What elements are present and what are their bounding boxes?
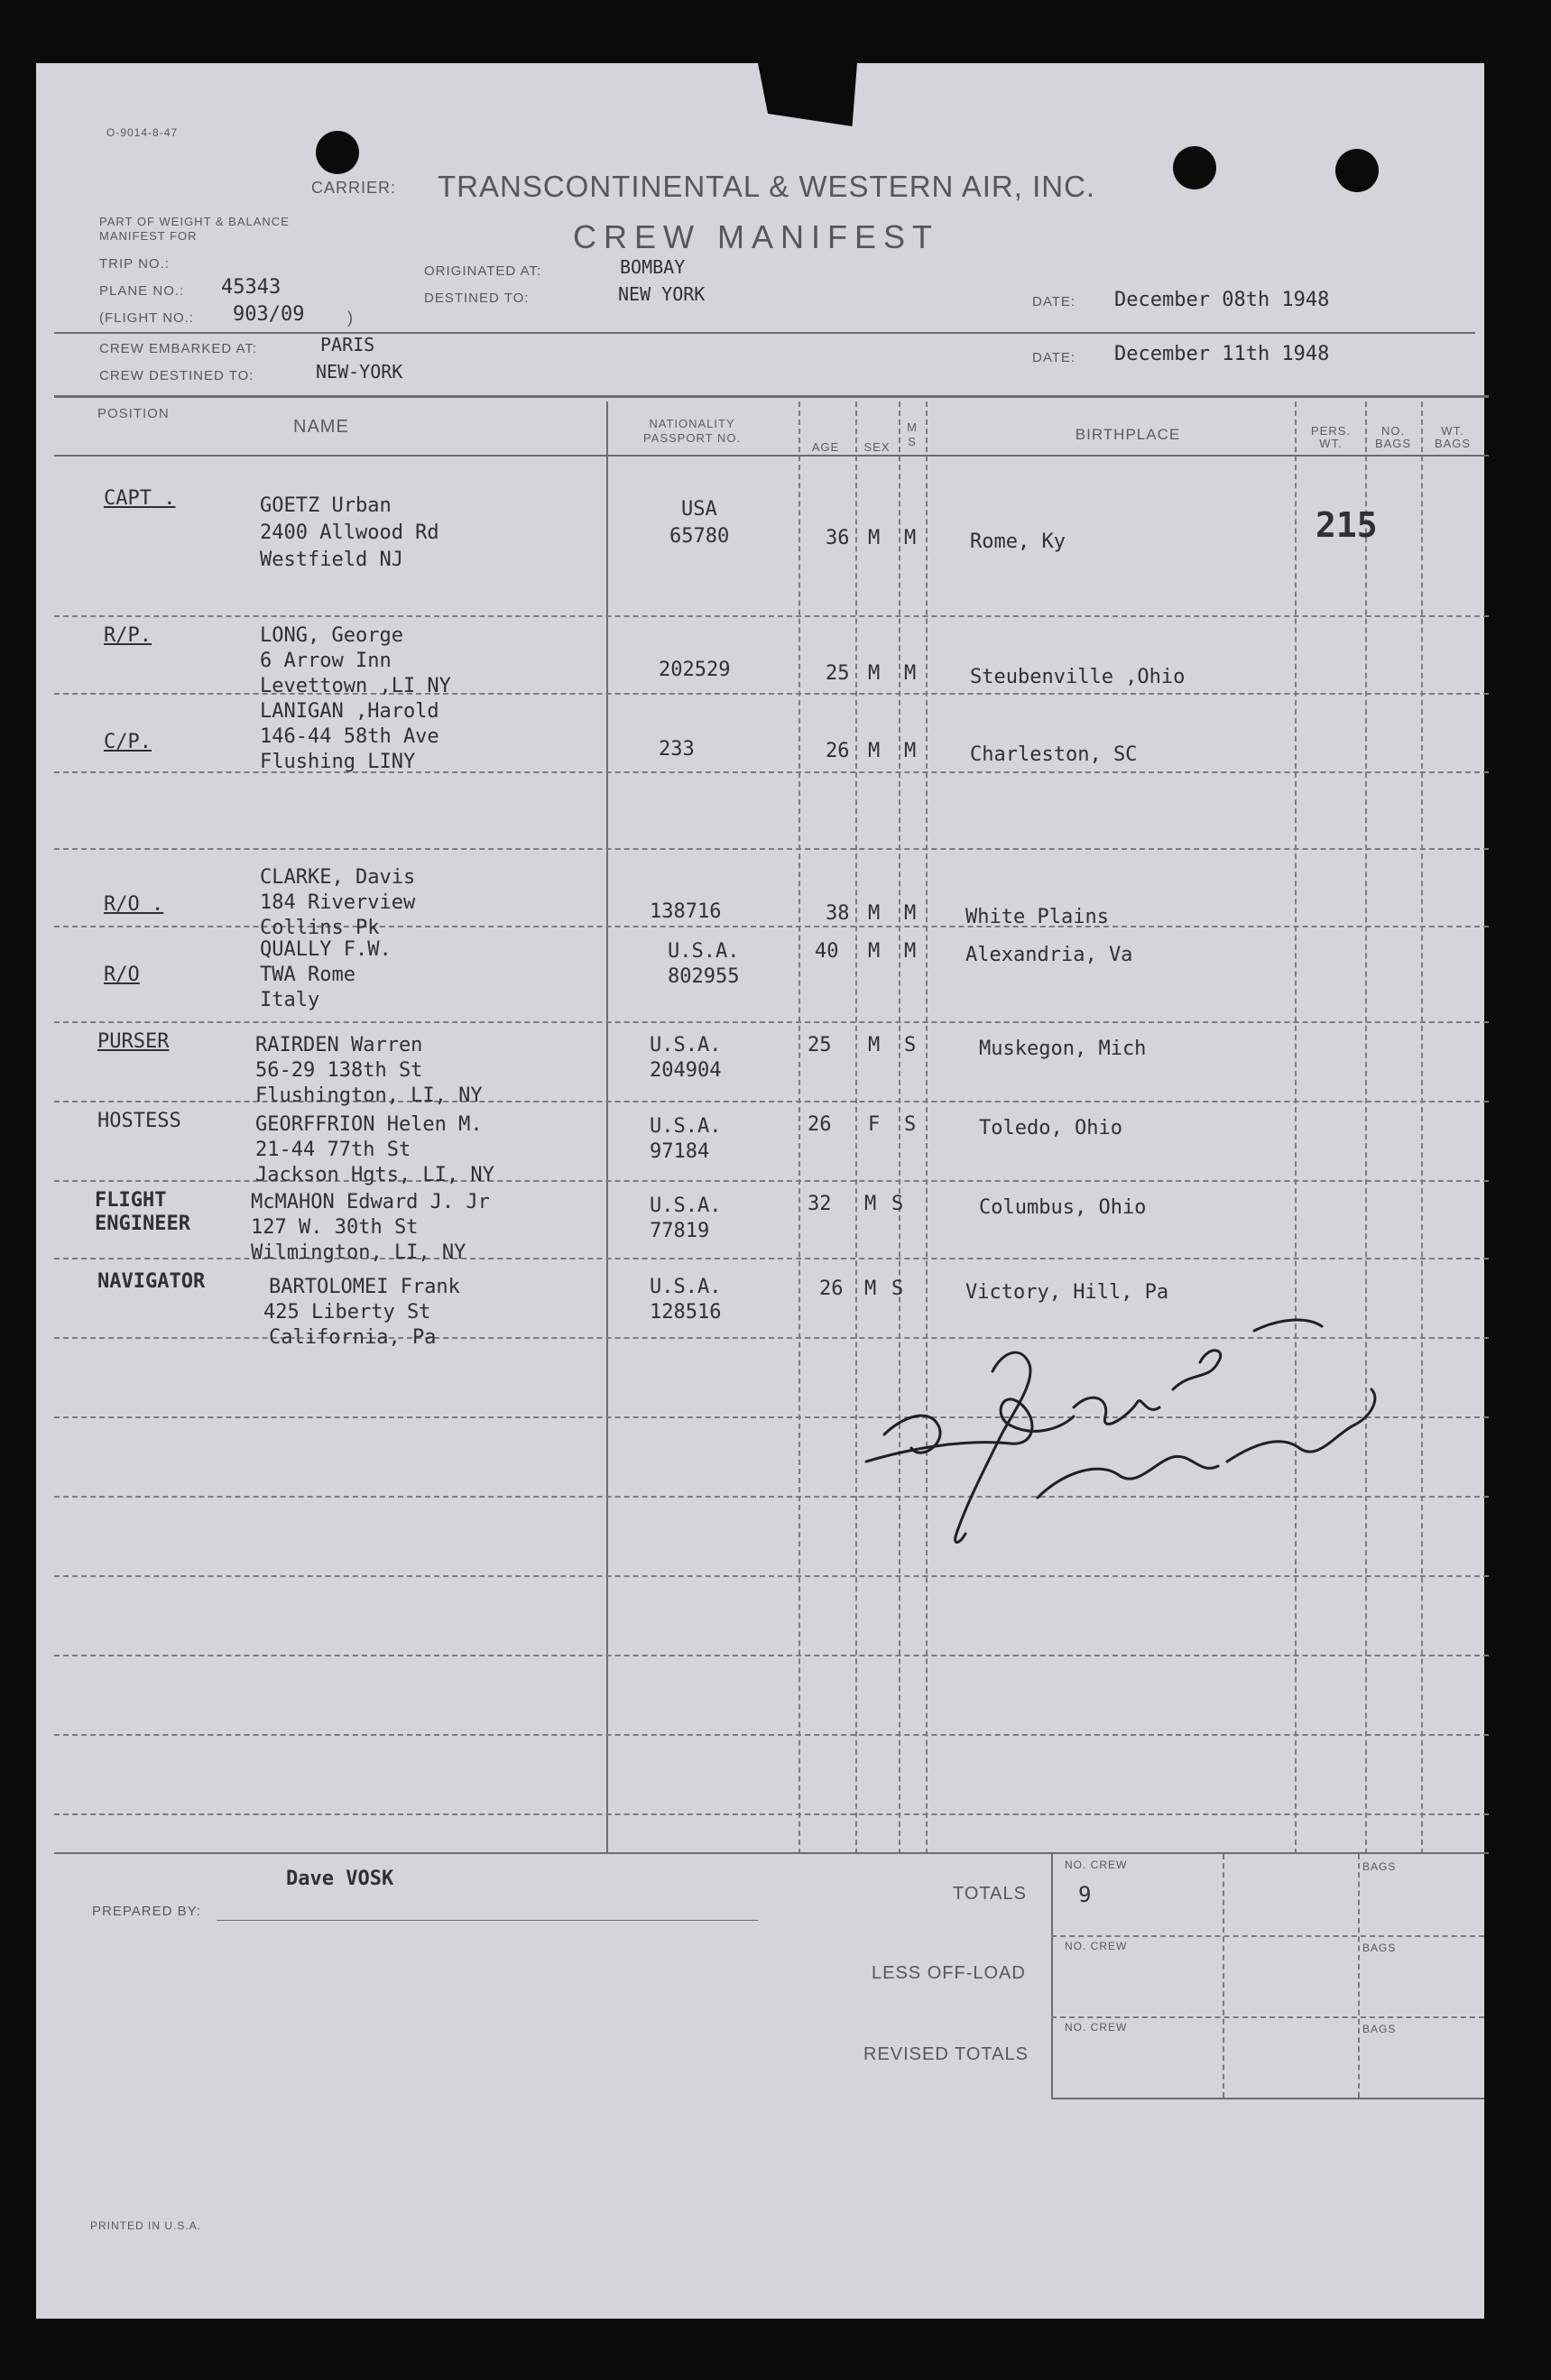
passport-cell: 233 [659, 738, 695, 761]
flight-close: ) [347, 309, 354, 327]
marital-cell: S [904, 1034, 917, 1056]
col-no-bags-2: BAGS [1374, 437, 1412, 450]
sex-cell: M [868, 662, 881, 685]
age-cell: 25 [826, 662, 850, 685]
manifest-sheet [36, 63, 1484, 2319]
city-line: California, Pa [269, 1326, 437, 1349]
originated-value: BOMBAY [620, 256, 686, 278]
age-cell: 40 [815, 940, 839, 963]
sex-cell: M [868, 902, 881, 925]
city-line: Jackson Hgts, LI, NY [255, 1164, 494, 1186]
nationality-cell: U.S.A. [668, 940, 740, 963]
crew-embarked-label: CREW EMBARKED AT: [99, 341, 258, 356]
col-wt-bags-1: WT. [1441, 424, 1464, 438]
marital-cell: S [891, 1278, 904, 1300]
punch-hole [1173, 146, 1216, 189]
address-line: 184 Riverview [260, 891, 416, 914]
punch-hole [1335, 149, 1379, 192]
printed-in-label: PRINTED IN U.S.A. [90, 2219, 202, 2232]
name-cell: GOETZ Urban [260, 494, 392, 517]
no-crew-label: NO. CREW [1065, 1859, 1128, 1871]
birthplace-cell: Alexandria, Va [965, 944, 1133, 966]
birthplace-cell: Muskegon, Mich [979, 1038, 1147, 1060]
age-cell: 26 [826, 740, 850, 762]
birthplace-cell: Rome, Ky [970, 530, 1066, 553]
totals-label: TOTALS [953, 1884, 1027, 1904]
marital-cell: M [904, 740, 917, 762]
marital-cell: M [904, 662, 917, 685]
bags-label: BAGS [1362, 2023, 1397, 2035]
trip-label: TRIP NO.: [99, 256, 170, 272]
col-sex: SEX [863, 440, 891, 454]
bags-label: BAGS [1362, 1860, 1397, 1873]
sex-cell: M [868, 740, 881, 762]
total-crew-count: 9 [1078, 1882, 1092, 1907]
carrier-label: CARRIER: [311, 179, 397, 197]
form-number: O-9014-8-47 [106, 126, 179, 139]
name-cell: CLARKE, Davis [260, 866, 416, 889]
col-ms-m: M [907, 420, 918, 434]
name-cell: RAIRDEN Warren [255, 1034, 423, 1056]
city-line: Italy [260, 989, 320, 1011]
passport-cell: 65780 [669, 525, 730, 548]
birthplace-cell: Toledo, Ohio [979, 1117, 1122, 1139]
col-birthplace: BIRTHPLACE [1075, 426, 1181, 443]
age-cell: 38 [826, 902, 850, 925]
col-wt-bags-2: BAGS [1434, 437, 1472, 450]
col-passport: PASSPORT NO. [642, 431, 742, 445]
carrier-name: TRANSCONTINENTAL & WESTERN AIR, INC. [438, 170, 1096, 203]
passport-cell: 204904 [650, 1059, 722, 1082]
sex-cell: M [864, 1193, 877, 1215]
address-line: TWA Rome [260, 964, 355, 986]
age-cell: 36 [826, 527, 850, 549]
position-cell: CAPT . [104, 487, 176, 510]
manifest-for-label: MANIFEST FOR [99, 229, 198, 243]
name-cell: LANIGAN ,Harold [260, 700, 439, 723]
age-cell: 26 [819, 1278, 844, 1300]
part-of-label: PART OF WEIGHT & BALANCE [99, 215, 290, 228]
address-line: 21-44 77th St [255, 1139, 411, 1161]
prepared-by-label: PREPARED BY: [92, 1904, 201, 1919]
nationality-cell: U.S.A. [650, 1115, 722, 1138]
marital-cell: S [891, 1193, 904, 1215]
city-line: Levettown ,LI NY [260, 675, 451, 697]
destined-label: DESTINED TO: [424, 291, 530, 306]
page-title: CREW MANIFEST [573, 218, 939, 255]
position-cell: C/P. [104, 731, 152, 753]
position-cell: R/O . [104, 893, 164, 916]
less-offload-label: LESS OFF-LOAD [872, 1963, 1026, 1983]
birthplace-cell: Victory, Hill, Pa [965, 1281, 1169, 1304]
name-cell: BARTOLOMEI Frank [269, 1276, 460, 1298]
city-line: Flushington, LI, NY [255, 1084, 483, 1107]
weight-cell: 215 [1316, 505, 1378, 545]
no-crew-label: NO. CREW [1065, 1940, 1128, 1952]
col-name: NAME [293, 417, 349, 437]
address-line: 56-29 138th St [255, 1059, 423, 1082]
passport-cell: 802955 [668, 965, 740, 988]
city-line: Collins Pk [260, 917, 380, 939]
position-cell: R/P. [104, 624, 152, 647]
flight-label: (FLIGHT NO.: [99, 310, 195, 326]
position-cell: FLIGHT ENGINEER [95, 1189, 190, 1235]
nationality-cell: USA [681, 498, 717, 521]
col-pers-wt-1: PERS. [1310, 424, 1351, 438]
city-line: Westfield NJ [260, 549, 403, 571]
sex-cell: F [868, 1113, 881, 1136]
passport-cell: 77819 [650, 1220, 710, 1242]
col-pers-wt-2: WT. [1319, 437, 1343, 450]
prepared-by-value: Dave VOSK [286, 1868, 394, 1890]
position-cell: HOSTESS [97, 1110, 181, 1132]
age-cell: 32 [808, 1193, 832, 1215]
nationality-cell: U.S.A. [650, 1276, 722, 1298]
date-value: December 08th 1948 [1114, 289, 1330, 311]
sex-cell: M [864, 1278, 877, 1300]
crew-destined-value: NEW-YORK [316, 361, 403, 383]
birthplace-cell: Columbus, Ohio [979, 1196, 1147, 1219]
col-no-bags-1: NO. [1380, 424, 1406, 438]
date-label-2: DATE: [1032, 350, 1076, 365]
passport-cell: 97184 [650, 1140, 710, 1163]
originated-label: ORIGINATED AT: [424, 263, 542, 279]
address-line: 127 W. 30th St [251, 1216, 419, 1239]
signature [830, 1281, 1408, 1579]
sex-cell: M [868, 1034, 881, 1056]
sex-cell: M [868, 940, 881, 963]
city-line: Flushing LINY [260, 751, 416, 773]
col-ms-s: S [908, 435, 917, 448]
passport-cell: 202529 [659, 659, 731, 681]
name-cell: McMAHON Edward J. Jr [251, 1191, 490, 1213]
name-cell: LONG, George [260, 624, 403, 647]
birthplace-cell: Charleston, SC [970, 743, 1138, 766]
address-line: 425 Liberty St [263, 1301, 431, 1324]
marital-cell: M [904, 902, 917, 925]
age-cell: 26 [808, 1113, 832, 1136]
city-line: Wilmington, LI, NY [251, 1241, 466, 1264]
bags-label: BAGS [1362, 1942, 1397, 1954]
position-cell: R/O [104, 964, 140, 986]
plane-label: PLANE NO.: [99, 283, 185, 299]
address-line: 6 Arrow Inn [260, 650, 392, 672]
col-nationality: NATIONALITY [649, 417, 735, 430]
punch-hole [316, 131, 359, 174]
birthplace-cell: Steubenville ,Ohio [970, 666, 1186, 688]
date-value-2: December 11th 1948 [1114, 343, 1330, 365]
sex-cell: M [868, 527, 881, 549]
torn-corner [758, 63, 857, 126]
destined-value: NEW YORK [618, 283, 706, 305]
birthplace-cell: White Plains [965, 906, 1109, 928]
age-cell: 25 [808, 1034, 832, 1056]
flight-number: 903/09 [233, 303, 305, 326]
nationality-cell: U.S.A. [650, 1034, 722, 1056]
plane-number: 45343 [221, 276, 282, 299]
col-position: POSITION [97, 406, 170, 421]
revised-totals-label: REVISED TOTALS [863, 2044, 1029, 2064]
date-label: DATE: [1032, 294, 1076, 309]
no-crew-label: NO. CREW [1065, 2021, 1128, 2034]
marital-cell: M [904, 527, 917, 549]
position-cell: PURSER [97, 1030, 170, 1053]
name-cell: GEORFFRION Helen M. [255, 1113, 483, 1136]
passport-cell: 138716 [650, 900, 722, 923]
col-age: AGE [811, 440, 840, 454]
position-cell: NAVIGATOR [97, 1270, 206, 1293]
nationality-cell: U.S.A. [650, 1195, 722, 1217]
crew-destined-label: CREW DESTINED TO: [99, 368, 254, 383]
crew-embarked-value: PARIS [320, 334, 375, 355]
address-line: 2400 Allwood Rd [260, 521, 439, 544]
name-cell: QUALLY F.W. [260, 938, 392, 961]
passport-cell: 128516 [650, 1301, 722, 1324]
marital-cell: M [904, 940, 917, 963]
address-line: 146-44 58th Ave [260, 725, 439, 748]
marital-cell: S [904, 1113, 917, 1136]
